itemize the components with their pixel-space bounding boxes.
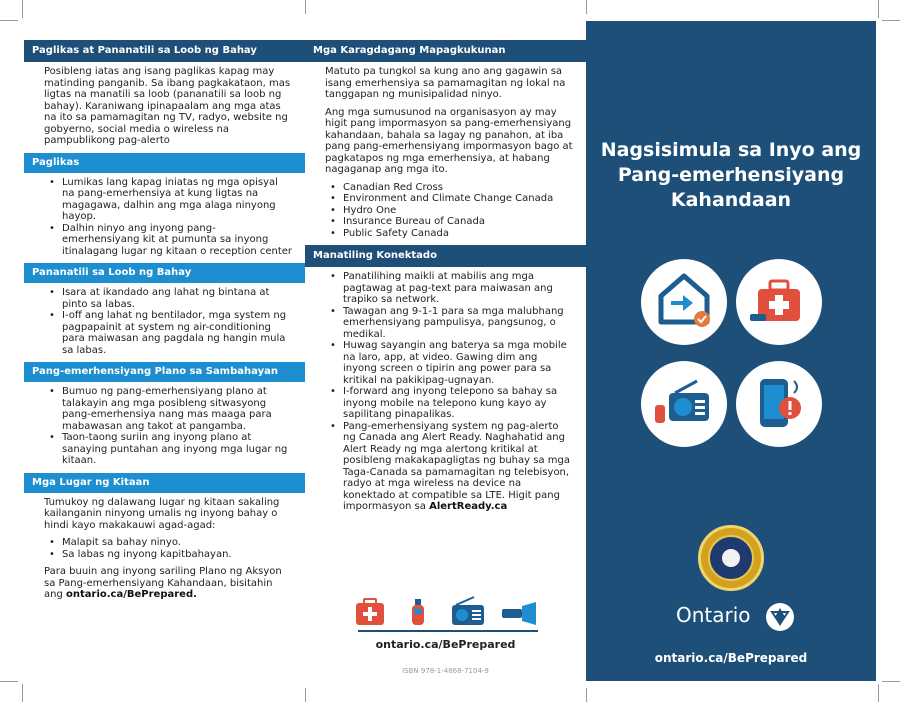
- outro-text: Para buuin ang inyong sariling Plano ng Aksyon sa Pang-emerhensiyang Kahandaan, bisitahin ang: [44, 566, 282, 600]
- crop-mark: [22, 0, 23, 18]
- alert-ready-link[interactable]: AlertReady.ca: [429, 501, 508, 512]
- bullet-list: [325, 182, 574, 240]
- section-body: Matuto pa tungkol sa kung ano ang gagawin sa isang emerhensiya sa pamamagitan ng lokal na tanggapan ng munisipalidad ninyo.: [325, 66, 566, 100]
- list-item: • I-forward ang inyong telepono sa bahay sa inyong mobile na telepono kung kayo ay sapilitang pinapalikas.: [325, 386, 574, 421]
- fold-mark: [586, 0, 587, 14]
- middle-panel: [305, 40, 586, 519]
- section-heading: Paglikas: [24, 153, 305, 173]
- fire-marshal-seal-icon: [698, 525, 764, 591]
- crop-mark: [878, 0, 879, 18]
- first-aid-kit-icon: [736, 259, 822, 345]
- radio-icon: [452, 597, 484, 625]
- bullet-list: [44, 537, 293, 560]
- section-body: Tumukoy ng dalawang lugar ng kitaan sakaling kailanganin ninyong umalis ng inyong bahay o hindi kayo makakauwi agad-agad:: [44, 496, 280, 531]
- list-item: • Isara at ikandado ang lahat ng bintana at pinto sa labas.: [44, 287, 293, 310]
- list-item: • Bumuo ng pang-emerhensiyang plano at talakayin ang mga posibleng sitwasyong pang-emerhensiya nang mas maaga para mabawasan ang takot at pangamba.: [44, 386, 293, 432]
- house-shelter-icon: [641, 259, 727, 345]
- footer-url[interactable]: ontario.ca/BePrepared: [375, 638, 516, 651]
- list-item: • Taon-taong suriin ang inyong plano at sanaying puntahan ang inyong mga lugar ng kitaan.: [44, 432, 293, 467]
- list-item: • Huwag sayangin ang baterya sa mga mobile na laro, app, at video. Gawing dim ang inyong screen o tipirin ang power para sa kritikal na pakikipag-ugnayan.: [325, 340, 574, 386]
- list-item: • Public Safety Canada: [325, 228, 574, 240]
- flashlight-icon: [502, 602, 536, 625]
- list-item: • Hydro One: [325, 205, 574, 217]
- cover-title-line: Nagsisimula sa Inyo ang: [600, 139, 862, 161]
- section-body: Ang mga sumusunod na organisasyon ay may higit pang impormasyon sa pang-emerhensiyang kahandaan, bahala sa lagay ng panahon, at iba pang pang-emerhensiyang impormasyon bago at pagkatapos ng mga emerhensiya, at habang nagaganap ang mga ito.: [325, 106, 573, 175]
- cover-title: [586, 138, 876, 213]
- list-item: • Insurance Bureau of Canada: [325, 216, 574, 228]
- left-panel: [24, 40, 305, 607]
- bullet-list: [44, 386, 293, 467]
- trillium-logo-icon: [766, 603, 794, 631]
- section-heading: Pananatili sa Loob ng Bahay: [24, 263, 305, 283]
- crop-mark: [882, 681, 900, 682]
- crop-mark: [0, 20, 18, 21]
- footer-icon-row: [352, 595, 542, 627]
- isbn-number: ISBN 978-1-4868-7104-9: [402, 667, 489, 675]
- list-item: • Canadian Red Cross: [325, 182, 574, 194]
- crop-mark: [878, 684, 879, 702]
- cover-title-line: Pang-emerhensiyang: [617, 164, 845, 186]
- list-item: [325, 421, 574, 513]
- section-body: Posibleng iatas ang isang paglikas kapag may matinding panganib. Sa ibang pagkakataon, mas ligtas na manatili sa loob (pananatili sa loob ng bahay). Karaniwang ipinapaalam ang mga atas na ito sa pamamagitan ng TV, radyo, website ng gobyerno, social media o wireless na pampublikong pag-alerto: [44, 66, 291, 146]
- section-heading: Mga Karagdagang Mapagkukunan: [305, 40, 586, 62]
- list-item: • Sa labas ng inyong kapitbahayan.: [44, 549, 293, 561]
- radio-icon: [641, 361, 727, 447]
- cover-url[interactable]: ontario.ca/BePrepared: [654, 651, 808, 665]
- section-heading: Manatiling Konektado: [305, 245, 586, 267]
- ontario-wordmark: Ontario: [676, 603, 751, 627]
- bullet-list: [44, 177, 293, 258]
- section-heading: Paglikas at Pananatili sa Loob ng Bahay: [24, 40, 305, 62]
- list-item: • I-off ang lahat ng bentilador, mga system ng pagpapainit at system ng air-conditioning para maiwasan ang pagdala ng hangin mula sa labas.: [44, 310, 293, 356]
- seal-inner: [708, 535, 754, 581]
- list-item: • Lumikas lang kapag iniatas ng mga opisyal na pang-emerhensiya at kung ligtas na magagawa, dalhin ang mga alaga ninyong hayop.: [44, 177, 293, 223]
- fold-mark: [586, 688, 587, 702]
- section-heading: Mga Lugar ng Kitaan: [24, 473, 305, 493]
- bullet-list: [44, 287, 293, 356]
- fold-mark: [305, 688, 306, 702]
- seal-core: [722, 549, 740, 567]
- crop-mark: [0, 681, 18, 682]
- prepare-link[interactable]: ontario.ca/BePrepared.: [66, 589, 197, 600]
- mobile-alert-icon: [736, 361, 822, 447]
- fold-mark: [305, 0, 306, 14]
- list-item: • Malapit sa bahay ninyo.: [44, 537, 293, 549]
- section-outro: [44, 566, 293, 601]
- cover-title-line: Kahandaan: [670, 189, 792, 211]
- list-item: • Panatilihing maikli at mabilis ang mga pagtawag at pag-text para maiwasan ang trapiko sa network.: [325, 271, 574, 306]
- section-heading: Pang-emerhensiyang Plano sa Sambahayan: [24, 362, 305, 382]
- first-aid-kit-icon: [356, 599, 384, 625]
- bullet-list: [325, 271, 574, 513]
- list-item: • Dalhin ninyo ang inyong pang-emerhensiyang kit at pumunta sa inyong itinalagang lugar ng kitaan o reception center: [44, 223, 293, 258]
- crop-mark: [22, 684, 23, 702]
- footer-rule: [358, 630, 538, 632]
- alert-ready-text: Pang-emerhensiyang system ng pag-alerto ng Canada ang Alert Ready. Naghahatid ang Alert Ready ng mga alertong kritikal at posibleng makakapagligtas ng buhay sa mga Taga-Canada sa pamamagitan ng telebisyon, radyo at mga wireless na device na konektado at compatible sa LTE. Higit pang impormasyon sa: [343, 420, 570, 512]
- list-item: • Tawagan ang 9-1-1 para sa mga malubhang emerhensiyang pampulisya, pangsunog, o medikal.: [325, 306, 574, 341]
- fire-extinguisher-icon: [412, 599, 424, 625]
- list-item: • Environment and Climate Change Canada: [325, 193, 574, 205]
- cover-panel: [586, 21, 876, 681]
- crop-mark: [882, 20, 900, 21]
